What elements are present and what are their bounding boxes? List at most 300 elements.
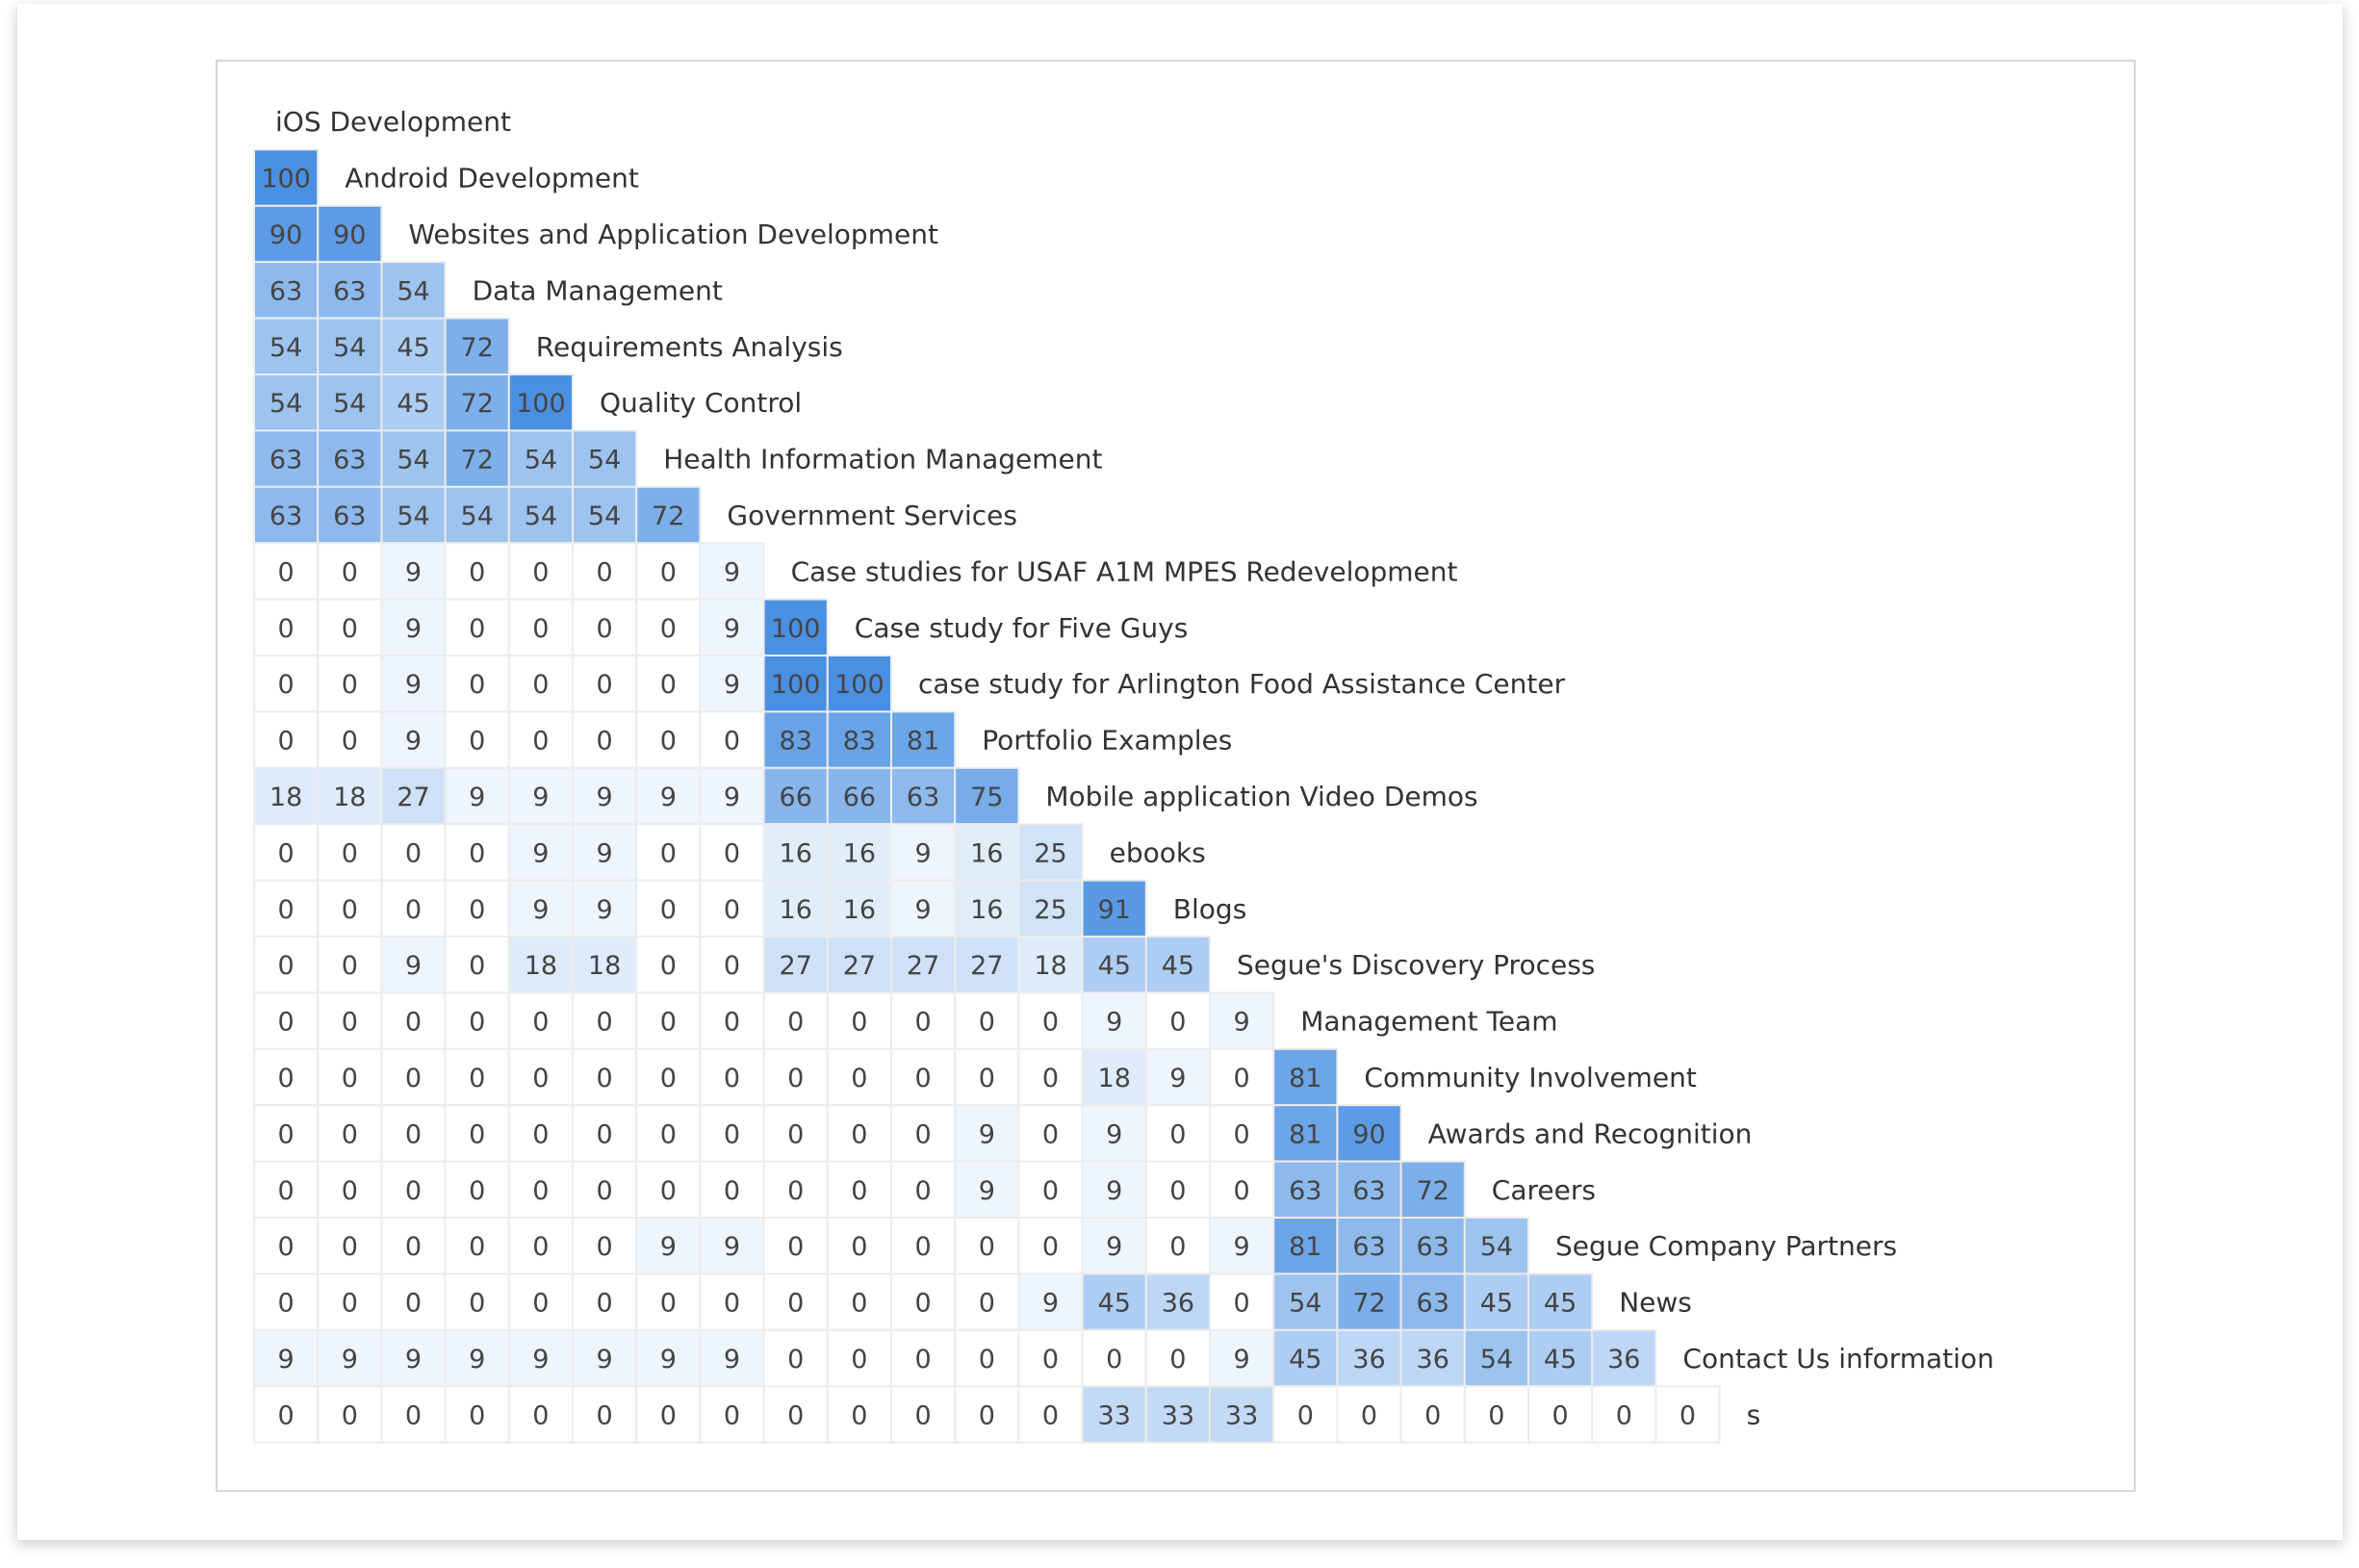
cell-value-label: 0 <box>978 1232 995 1263</box>
cell-value-label: 0 <box>277 894 295 925</box>
cell-value-label: 72 <box>1352 1288 1386 1319</box>
cell-value-label: 0 <box>469 1064 486 1093</box>
cell-value-label: 100 <box>261 164 311 194</box>
cell-value-label: 36 <box>1161 1288 1195 1319</box>
cell-value-label: 16 <box>970 894 1004 925</box>
cell-value-label: 0 <box>723 838 741 869</box>
cell-value-label: 0 <box>978 1401 995 1431</box>
cell-value-label: 0 <box>787 1288 805 1319</box>
row-label: ebooks <box>1109 836 1206 869</box>
cell-value-label: 0 <box>596 1288 613 1319</box>
cell-value-label: 0 <box>341 670 358 701</box>
cell-value-label: 63 <box>269 276 303 307</box>
cell-value-label: 0 <box>914 1232 932 1263</box>
cell-value-label: 100 <box>770 613 821 644</box>
cell-value-label: 0 <box>469 1007 486 1038</box>
cell-value-label: 0 <box>914 1119 932 1150</box>
cell-value-label: 0 <box>277 726 295 757</box>
cell-value-label: 0 <box>787 1007 805 1038</box>
cell-value-label: 9 <box>596 1345 613 1375</box>
cell-value-label: 63 <box>269 501 303 531</box>
cell-value-label: 63 <box>1416 1232 1449 1263</box>
cell-value-label: 9 <box>1233 1345 1250 1375</box>
cell-value-label: 0 <box>1041 1345 1060 1375</box>
cell-value-label: 0 <box>532 670 550 701</box>
cell-value-label: 54 <box>587 501 622 531</box>
cell-value-label: 0 <box>851 1175 868 1206</box>
cell-value-label: 0 <box>787 1232 805 1263</box>
cell-value-label: 90 <box>1352 1119 1386 1150</box>
cell-value-label: 45 <box>1097 1288 1131 1319</box>
cell-value-label: 16 <box>779 838 812 869</box>
row-label: Mobile application Video Demos <box>1045 781 1478 812</box>
cell-value-label: 45 <box>397 332 430 363</box>
cell-value-label: 63 <box>333 501 367 531</box>
cell-value-label: 9 <box>404 557 423 588</box>
cell-value-label: 0 <box>659 670 677 701</box>
cell-value-label: 45 <box>1543 1288 1577 1319</box>
row-label: Blogs <box>1172 892 1247 925</box>
cell-value-label: 0 <box>1041 1401 1060 1431</box>
cell-value-label: 0 <box>596 1175 613 1206</box>
cell-value-label: 0 <box>341 838 358 869</box>
cell-value-label: 16 <box>779 894 812 925</box>
row-label: Websites and Application Development <box>408 218 938 250</box>
cell-value-label: 0 <box>1615 1401 1632 1431</box>
cell-value-label: 0 <box>1169 1175 1187 1206</box>
cell-value-label: 0 <box>469 1119 486 1150</box>
cell-value-label: 0 <box>469 894 486 925</box>
cell-value-label: 0 <box>659 1175 677 1206</box>
cell-value-label: 0 <box>659 1064 677 1093</box>
cell-value-label: 9 <box>596 838 613 869</box>
cell-value-label: 0 <box>277 951 295 982</box>
row-label: Awards and Recognition <box>1427 1118 1753 1150</box>
cell-value-label: 0 <box>1169 1232 1187 1263</box>
cell-value-label: 0 <box>978 1345 995 1375</box>
row-label: Requirements Analysis <box>535 330 843 363</box>
cell-value-label: 0 <box>1041 1175 1060 1206</box>
row-label: Community Involvement <box>1364 1062 1697 1093</box>
cell-value-label: 0 <box>1169 1119 1187 1150</box>
cell-value-label: 45 <box>1479 1288 1514 1319</box>
cell-value-label: 9 <box>978 1119 995 1150</box>
cell-value-label: 0 <box>914 1288 932 1319</box>
cell-value-label: 100 <box>516 389 566 420</box>
cell-value-label: 0 <box>914 1401 932 1431</box>
cell-value-label: 72 <box>460 389 494 420</box>
row-label: Careers <box>1491 1173 1596 1206</box>
cell-value-label: 0 <box>341 894 358 925</box>
cell-value-label: 0 <box>1233 1175 1250 1206</box>
cell-value-label: 0 <box>532 1401 550 1431</box>
cell-value-label: 0 <box>532 726 550 757</box>
cell-value-label: 0 <box>532 557 550 588</box>
cell-value-label: 27 <box>779 951 812 982</box>
cell-value-label: 36 <box>1607 1345 1641 1375</box>
cell-value-label: 0 <box>659 613 677 644</box>
cell-value-label: 0 <box>532 1232 550 1263</box>
cell-value-label: 9 <box>596 783 613 812</box>
cell-value-label: 0 <box>1360 1401 1378 1431</box>
cell-value-label: 0 <box>659 1007 677 1038</box>
cell-value-label: 54 <box>524 501 558 531</box>
cell-value-label: 0 <box>1488 1401 1505 1431</box>
cell-value-label: 0 <box>659 1401 677 1431</box>
cell-value-label: 0 <box>851 1288 868 1319</box>
cell-value-label: 0 <box>341 1401 358 1431</box>
cell-value-label: 63 <box>1352 1175 1386 1206</box>
cell-value-label: 9 <box>1233 1232 1250 1263</box>
cell-value-label: 18 <box>269 783 303 812</box>
cell-value-label: 9 <box>914 838 932 869</box>
cell-value-label: 0 <box>978 1064 995 1093</box>
cell-value-label: 45 <box>1289 1345 1322 1375</box>
cell-value-label: 0 <box>723 1175 741 1206</box>
cell-value-label: 0 <box>851 1232 868 1263</box>
cell-value-label: 63 <box>1352 1232 1386 1263</box>
cell-value-label: 0 <box>404 1007 423 1038</box>
cell-value-label: 0 <box>277 838 295 869</box>
cell-value-label: 16 <box>970 838 1004 869</box>
cell-value-label: 9 <box>1169 1064 1187 1093</box>
row-label: Health Information Management <box>663 443 1103 476</box>
cell-value-label: 0 <box>596 1401 613 1431</box>
cell-value-label: 0 <box>1041 1064 1060 1093</box>
cell-value-label: 45 <box>1543 1345 1577 1375</box>
cell-value-label: 9 <box>532 783 550 812</box>
cell-value-label: 0 <box>1233 1119 1250 1150</box>
cell-value-label: 36 <box>1416 1345 1449 1375</box>
cell-value-label: 75 <box>970 783 1004 812</box>
cell-value-label: 0 <box>659 894 677 925</box>
cell-value-label: 0 <box>341 1119 358 1150</box>
cell-value-label: 0 <box>532 1288 550 1319</box>
cell-value-label: 9 <box>277 1345 295 1375</box>
cell-value-label: 9 <box>723 613 741 644</box>
cell-value-label: 33 <box>1161 1401 1195 1431</box>
cell-value-label: 0 <box>277 1007 295 1038</box>
cell-value-label: 0 <box>659 951 677 982</box>
cell-value-label: 9 <box>723 783 741 812</box>
cell-value-label: 0 <box>404 1232 423 1263</box>
row-label: Management Team <box>1300 1005 1558 1038</box>
cell-value-label: 0 <box>469 1175 486 1206</box>
cell-value-label: 0 <box>723 726 741 757</box>
row-label: iOS Development <box>275 106 511 139</box>
cell-value-label: 0 <box>1233 1064 1250 1093</box>
cell-value-label: 0 <box>596 1232 613 1263</box>
cell-value-label: 100 <box>770 670 821 701</box>
cell-value-label: 9 <box>659 783 677 812</box>
cell-value-label: 0 <box>723 1401 741 1431</box>
cell-value-label: 0 <box>469 726 486 757</box>
cell-value-label: 0 <box>532 1175 550 1206</box>
cell-value-label: 0 <box>341 613 358 644</box>
cell-value-label: 63 <box>1289 1175 1322 1206</box>
cell-value-label: 0 <box>1679 1401 1697 1431</box>
cell-value-label: 100 <box>834 670 885 701</box>
cell-value-label: 0 <box>469 1232 486 1263</box>
cell-value-label: 54 <box>1289 1288 1322 1319</box>
row-label: Portfolio Examples <box>982 724 1233 757</box>
cell-value-label: 0 <box>851 1119 868 1150</box>
cell-value-label: 45 <box>1097 951 1131 982</box>
cell-value-label: 54 <box>397 501 430 531</box>
cell-value-label: 0 <box>851 1401 868 1431</box>
cell-value-label: 0 <box>1233 1288 1250 1319</box>
cell-value-label: 0 <box>532 613 550 644</box>
cell-value-label: 27 <box>906 951 940 982</box>
cell-value-label: 9 <box>341 1345 358 1375</box>
row-label: Data Management <box>472 274 723 307</box>
cell-value-label: 0 <box>532 1119 550 1150</box>
cell-value-label: 9 <box>1233 1007 1250 1038</box>
cell-value-label: 0 <box>1106 1345 1123 1375</box>
cell-value-label: 0 <box>1296 1401 1314 1431</box>
cell-value-label: 9 <box>404 951 423 982</box>
cell-value-label: 0 <box>659 1119 677 1150</box>
cell-value-label: 54 <box>460 501 494 531</box>
cell-value-label: 0 <box>914 1064 932 1093</box>
cell-value-label: 0 <box>469 557 486 588</box>
cell-value-label: 0 <box>1424 1401 1442 1431</box>
cell-value-label: 72 <box>460 332 494 363</box>
cell-value-label: 9 <box>404 670 423 701</box>
cell-value-label: 0 <box>277 613 295 644</box>
cell-value-label: 54 <box>269 389 303 420</box>
cell-value-label: 0 <box>404 1401 423 1431</box>
cell-value-label: 18 <box>587 951 622 982</box>
cell-value-label: 0 <box>277 557 295 588</box>
cell-value-label: 0 <box>787 1401 805 1431</box>
cell-value-label: 0 <box>532 1064 550 1093</box>
cell-value-label: 81 <box>1289 1064 1322 1093</box>
row-label: Case studies for USAF A1M MPES Redevelopment <box>790 555 1458 588</box>
cell-value-label: 0 <box>404 1175 423 1206</box>
cell-value-label: 0 <box>787 1175 805 1206</box>
cell-value-label: 0 <box>596 1064 613 1093</box>
cell-value-label: 25 <box>1034 894 1067 925</box>
cell-value-label: 9 <box>1106 1007 1123 1038</box>
cell-value-label: 0 <box>596 1007 613 1038</box>
cell-value-label: 0 <box>277 670 295 701</box>
cell-value-label: 18 <box>333 783 367 812</box>
cell-value-label: 0 <box>277 1175 295 1206</box>
cell-value-label: 54 <box>333 332 367 363</box>
cell-value-label: 0 <box>659 838 677 869</box>
cell-value-label: 63 <box>333 445 367 476</box>
cell-value-label: 0 <box>277 1288 295 1319</box>
cell-value-label: 83 <box>842 726 877 757</box>
cell-value-label: 63 <box>906 783 940 812</box>
cell-value-label: 0 <box>596 557 613 588</box>
cell-value-label: 81 <box>1289 1232 1322 1263</box>
cell-value-label: 0 <box>787 1345 805 1375</box>
cell-value-label: 9 <box>723 557 741 588</box>
cell-value-label: 54 <box>1479 1232 1514 1263</box>
cell-value-label: 9 <box>659 1345 677 1375</box>
cell-value-label: 9 <box>469 1345 486 1375</box>
cell-value-label: 0 <box>1169 1007 1187 1038</box>
cell-value-label: 0 <box>723 1119 741 1150</box>
row-label: Segue Company Partners <box>1555 1230 1898 1263</box>
cell-value-label: 27 <box>842 951 877 982</box>
cell-value-label: 54 <box>587 445 622 476</box>
cell-value-label: 0 <box>1041 1232 1060 1263</box>
row-label: case study for Arlington Food Assistance Center <box>918 668 1566 701</box>
cell-value-label: 45 <box>1161 951 1195 982</box>
cell-value-label: 33 <box>1224 1401 1259 1431</box>
cell-value-label: 18 <box>1034 951 1067 982</box>
cell-value-label: 0 <box>277 1064 295 1093</box>
cell-value-label: 54 <box>397 276 430 307</box>
row-label: Android Development <box>345 162 639 194</box>
cell-value-label: 66 <box>842 783 877 812</box>
cell-value-label: 27 <box>970 951 1004 982</box>
cell-value-label: 9 <box>978 1175 995 1206</box>
cell-value-label: 0 <box>851 1345 868 1375</box>
cell-value-label: 0 <box>469 951 486 982</box>
cell-value-label: 0 <box>341 1007 358 1038</box>
cell-value-label: 0 <box>596 670 613 701</box>
cell-value-label: 0 <box>723 1064 741 1093</box>
cell-value-label: 9 <box>659 1232 677 1263</box>
cell-value-label: 63 <box>333 276 367 307</box>
cell-value-label: 0 <box>469 838 486 869</box>
cell-value-label: 0 <box>341 1232 358 1263</box>
cell-value-label: 0 <box>659 726 677 757</box>
cell-value-label: 0 <box>914 1175 932 1206</box>
cell-value-label: 0 <box>978 1007 995 1038</box>
cell-value-label: 0 <box>277 1401 295 1431</box>
cell-value-label: 0 <box>469 1401 486 1431</box>
cell-value-label: 66 <box>779 783 812 812</box>
cell-value-label: 25 <box>1034 838 1067 869</box>
row-label: s <box>1746 1399 1761 1431</box>
cell-value-label: 0 <box>277 1232 295 1263</box>
cell-value-label: 9 <box>469 783 486 812</box>
row-label: Contact Us information <box>1682 1343 1994 1375</box>
cell-value-label: 0 <box>851 1064 868 1093</box>
cell-value-label: 0 <box>1169 1345 1187 1375</box>
cell-value-label: 0 <box>341 1175 358 1206</box>
cell-value-label: 0 <box>787 1064 805 1093</box>
row-label: Government Services <box>727 500 1017 531</box>
cell-value-label: 0 <box>659 557 677 588</box>
cell-value-label: 9 <box>532 838 550 869</box>
cell-value-label: 9 <box>914 894 932 925</box>
cell-value-label: 72 <box>652 501 685 531</box>
cell-value-label: 0 <box>341 951 358 982</box>
cell-value-label: 18 <box>1097 1064 1131 1093</box>
cell-value-label: 0 <box>723 1007 741 1038</box>
cell-value-label: 0 <box>596 613 613 644</box>
cell-value-label: 90 <box>269 220 303 250</box>
cell-value-label: 63 <box>269 445 303 476</box>
cell-value-label: 0 <box>404 1119 423 1150</box>
cell-value-label: 81 <box>906 726 940 757</box>
cell-value-label: 91 <box>1097 894 1131 925</box>
cell-value-label: 63 <box>1416 1288 1449 1319</box>
cell-value-label: 0 <box>404 894 423 925</box>
cell-value-label: 0 <box>469 613 486 644</box>
cell-value-label: 9 <box>1106 1232 1123 1263</box>
cell-value-label: 0 <box>596 1119 613 1150</box>
cell-value-label: 0 <box>1041 1119 1060 1150</box>
cell-value-label: 0 <box>469 1288 486 1319</box>
cell-value-label: 9 <box>532 1345 550 1375</box>
cell-value-label: 0 <box>1551 1401 1569 1431</box>
cell-value-label: 9 <box>1041 1288 1060 1319</box>
cell-value-label: 9 <box>596 894 613 925</box>
cell-value-label: 0 <box>723 1288 741 1319</box>
row-label: Segue's Discovery Process <box>1237 949 1596 982</box>
cell-value-label: 16 <box>842 838 877 869</box>
cell-value-label: 0 <box>787 1119 805 1150</box>
cell-value-label: 0 <box>723 894 741 925</box>
cell-value-label: 0 <box>404 1288 423 1319</box>
cell-value-label: 0 <box>1041 1007 1060 1038</box>
cell-value-label: 0 <box>341 1288 358 1319</box>
cell-value-label: 9 <box>723 1345 741 1375</box>
cell-value-label: 0 <box>532 1007 550 1038</box>
cell-value-label: 0 <box>469 670 486 701</box>
cell-value-label: 54 <box>269 332 303 363</box>
cell-value-label: 54 <box>524 445 558 476</box>
row-label: Case study for Five Guys <box>854 611 1189 644</box>
row-label: News <box>1619 1286 1692 1319</box>
cell-value-label: 0 <box>341 726 358 757</box>
cell-value-label: 9 <box>1106 1175 1123 1206</box>
cell-value-label: 0 <box>723 951 741 982</box>
cell-value-label: 9 <box>1106 1119 1123 1150</box>
cell-value-label: 9 <box>723 670 741 701</box>
cell-value-label: 27 <box>397 783 430 812</box>
cell-value-label: 9 <box>723 1232 741 1263</box>
cell-value-label: 81 <box>1289 1119 1322 1150</box>
cell-value-label: 0 <box>659 1288 677 1319</box>
cell-value-label: 0 <box>914 1345 932 1375</box>
cell-value-label: 0 <box>851 1007 868 1038</box>
cell-value-label: 0 <box>914 1007 932 1038</box>
cell-value-label: 9 <box>404 613 423 644</box>
cell-value-label: 0 <box>596 726 613 757</box>
cell-value-label: 0 <box>404 838 423 869</box>
cell-value-label: 54 <box>1479 1345 1514 1375</box>
cell-value-label: 54 <box>397 445 430 476</box>
cell-value-label: 9 <box>404 726 423 757</box>
cell-value-label: 0 <box>277 1119 295 1150</box>
cell-value-label: 16 <box>842 894 877 925</box>
cell-value-label: 0 <box>341 1064 358 1093</box>
cell-value-label: 72 <box>1416 1175 1449 1206</box>
cell-value-label: 0 <box>404 1064 423 1093</box>
cell-value-label: 90 <box>333 220 367 250</box>
cell-value-label: 45 <box>397 389 430 420</box>
cell-value-label: 83 <box>779 726 812 757</box>
cell-value-label: 9 <box>532 894 550 925</box>
cell-value-label: 72 <box>460 445 494 476</box>
cell-value-label: 36 <box>1352 1345 1386 1375</box>
cell-value-label: 0 <box>978 1288 995 1319</box>
cell-value-label: 0 <box>341 557 358 588</box>
cell-value-label: 9 <box>404 1345 423 1375</box>
row-label: Quality Control <box>600 387 803 420</box>
cell-value-label: 18 <box>524 951 558 982</box>
cell-value-label: 33 <box>1097 1401 1131 1431</box>
cell-value-label: 54 <box>333 389 367 420</box>
